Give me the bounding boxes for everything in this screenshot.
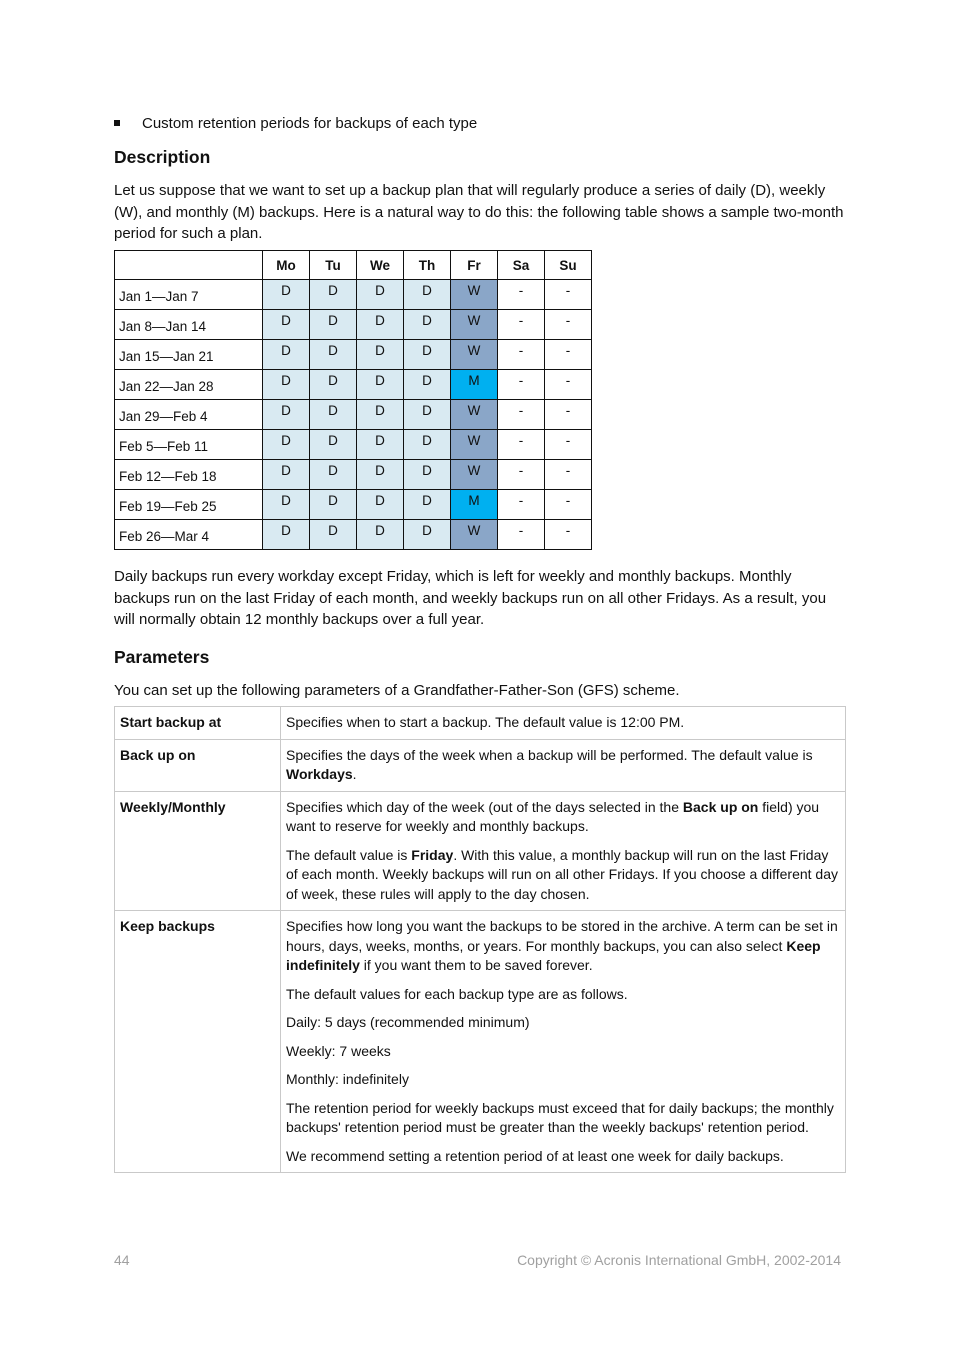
- parameter-paragraph: [286, 1099, 840, 1138]
- parameter-text: We recommend setting a retention period of at least one week for daily backups.: [286, 1147, 784, 1164]
- schedule-row: [115, 460, 592, 490]
- parameters-table: [114, 706, 846, 1173]
- description-heading: Description: [114, 147, 211, 167]
- schedule-header-we: We: [357, 251, 404, 280]
- schedule-week-label: Jan 22—Jan 28: [115, 370, 263, 400]
- schedule-cell: W: [451, 340, 498, 370]
- schedule-cell: D: [357, 490, 404, 520]
- schedule-cell: W: [451, 280, 498, 310]
- schedule-week-label: Jan 15—Jan 21: [115, 340, 263, 370]
- schedule-cell: W: [451, 460, 498, 490]
- schedule-cell: D: [310, 430, 357, 460]
- schedule-cell: -: [498, 400, 545, 430]
- parameter-paragraph: [286, 1042, 840, 1062]
- bullet-square-icon: [114, 120, 120, 126]
- schedule-cell: -: [498, 370, 545, 400]
- schedule-cell: -: [545, 430, 592, 460]
- schedule-cell: D: [263, 460, 310, 490]
- schedule-body: [115, 280, 592, 550]
- schedule-cell: D: [263, 520, 310, 550]
- schedule-cell: -: [498, 490, 545, 520]
- parameter-paragraph: [286, 798, 840, 837]
- schedule-cell: D: [310, 490, 357, 520]
- parameter-text: The default values for each backup type are as follows.: [286, 985, 628, 1002]
- schedule-header-th: Th: [404, 251, 451, 280]
- schedule-cell: D: [404, 310, 451, 340]
- schedule-cell: D: [263, 370, 310, 400]
- schedule-cell: M: [451, 370, 498, 400]
- schedule-cell: -: [545, 460, 592, 490]
- schedule-cell: -: [498, 310, 545, 340]
- schedule-header-corner: [115, 251, 263, 280]
- schedule-cell: -: [545, 340, 592, 370]
- parameter-text: if you want them to be saved forever.: [359, 957, 593, 973]
- bullet-text: Custom retention periods for backups of each type: [142, 115, 478, 132]
- parameter-emphasis: Workdays: [286, 766, 353, 782]
- schedule-row: [115, 340, 592, 370]
- schedule-cell: D: [263, 490, 310, 520]
- schedule-cell: -: [545, 310, 592, 340]
- parameter-text: . With this value, a monthly backup will run on the last Friday of each month. Weekly backups will run on all other Fridays. If you choose a different day of week, these rules will apply to the day chosen.: [286, 846, 838, 902]
- schedule-table: [114, 250, 592, 550]
- schedule-row: [115, 430, 592, 460]
- schedule-header-sa: Sa: [498, 251, 545, 280]
- schedule-cell: D: [263, 430, 310, 460]
- schedule-cell: D: [357, 430, 404, 460]
- parameter-row: [115, 911, 846, 1173]
- schedule-cell: -: [545, 400, 592, 430]
- schedule-cell: D: [357, 340, 404, 370]
- schedule-cell: -: [498, 340, 545, 370]
- schedule-week-label: Jan 1—Jan 7: [115, 280, 263, 310]
- schedule-cell: W: [451, 400, 498, 430]
- parameter-paragraph: [286, 713, 840, 733]
- parameter-description: [281, 791, 846, 911]
- parameter-paragraph: [286, 1147, 840, 1167]
- schedule-cell: -: [545, 520, 592, 550]
- parameter-row: [115, 707, 846, 740]
- parameter-name: Start backup at: [115, 707, 281, 740]
- schedule-cell: W: [451, 430, 498, 460]
- parameter-paragraph: [286, 846, 840, 905]
- parameter-text: Specifies how long you want the backups to be stored in the archive. A term can be set in hours, days, weeks, months, or years. For monthly backups, you can also select: [286, 918, 838, 954]
- schedule-cell: -: [498, 280, 545, 310]
- schedule-cell: D: [357, 310, 404, 340]
- parameter-text: Specifies the days of the week when a backup will be performed. The default value is: [286, 746, 813, 763]
- parameter-text: The default value is: [286, 846, 412, 863]
- schedule-week-label: Jan 29—Feb 4: [115, 400, 263, 430]
- schedule-cell: D: [357, 520, 404, 550]
- schedule-cell: D: [310, 400, 357, 430]
- schedule-cell: D: [404, 490, 451, 520]
- schedule-row: [115, 520, 592, 550]
- schedule-header-tu: Tu: [310, 251, 357, 280]
- schedule-cell: D: [404, 430, 451, 460]
- schedule-row: [115, 310, 592, 340]
- schedule-cell: D: [310, 310, 357, 340]
- schedule-cell: D: [404, 400, 451, 430]
- schedule-cell: D: [263, 280, 310, 310]
- schedule-cell: -: [545, 370, 592, 400]
- schedule-header-fr: Fr: [451, 251, 498, 280]
- parameter-paragraph: [286, 917, 840, 976]
- description-after: Daily backups run every workday except Friday, which is left for weekly and monthly backups. Monthly backups run on the last Friday of each month, and weekly backups run on all other Fridays. As a result, you will normally obtain 12 monthly backups over a full year.: [114, 568, 827, 628]
- parameter-name: Weekly/Monthly: [115, 791, 281, 911]
- parameters-intro: You can set up the following parameters of a Grandfather-Father-Son (GFS) scheme.: [114, 682, 680, 699]
- parameter-row: [115, 791, 846, 911]
- schedule-week-label: Feb 26—Mar 4: [115, 520, 263, 550]
- schedule-cell: D: [310, 340, 357, 370]
- parameter-paragraph: [286, 746, 840, 785]
- schedule-header-su: Su: [545, 251, 592, 280]
- schedule-cell: D: [404, 280, 451, 310]
- copyright: Copyright © Acronis International GmbH, 2002-2014: [517, 1252, 841, 1268]
- parameter-text: Specifies which day of the week (out of the days selected in the: [286, 798, 683, 815]
- schedule-cell: D: [357, 370, 404, 400]
- parameter-emphasis: Friday: [411, 846, 454, 863]
- parameter-text: field) you want to reserve for weekly and monthly backups.: [286, 798, 820, 834]
- schedule-row: [115, 280, 592, 310]
- schedule-cell: W: [451, 520, 498, 550]
- parameter-name: Keep backups: [115, 911, 281, 1173]
- parameter-text: Daily: 5 days (recommended minimum): [286, 1014, 530, 1030]
- description-intro: Let us suppose that we want to set up a backup plan that will regularly produce a series of daily (D), weekly (W), and monthly (M) backups. Here is a natural way to do this: the following table shows a sample two-month period for such a plan.: [114, 182, 844, 242]
- schedule-cell: M: [451, 490, 498, 520]
- parameter-description: [281, 739, 846, 791]
- schedule-cell: -: [498, 460, 545, 490]
- schedule-header-row: [115, 251, 592, 280]
- schedule-cell: D: [404, 460, 451, 490]
- parameter-paragraph: [286, 1013, 840, 1033]
- parameter-text: The retention period for weekly backups must exceed that for daily backups; the monthly backups' retention period must be greater than the weekly backups' retention period.: [286, 1099, 834, 1135]
- schedule-cell: D: [404, 370, 451, 400]
- parameters-heading: Parameters: [114, 647, 210, 667]
- schedule-cell: -: [498, 430, 545, 460]
- parameters-body: [115, 707, 846, 1173]
- parameter-text: Specifies when to start a backup. The default value is 12:00 PM.: [286, 714, 685, 730]
- schedule-cell: D: [263, 340, 310, 370]
- parameter-text: Monthly: indefinitely: [286, 1071, 409, 1087]
- schedule-cell: D: [310, 370, 357, 400]
- bullet-item: [114, 115, 477, 132]
- schedule-cell: -: [545, 490, 592, 520]
- schedule-cell: D: [263, 310, 310, 340]
- schedule-header-mo: Mo: [263, 251, 310, 280]
- page-number: 44: [114, 1252, 130, 1268]
- schedule-cell: D: [310, 280, 357, 310]
- schedule-cell: -: [498, 520, 545, 550]
- schedule-cell: D: [310, 460, 357, 490]
- parameter-row: [115, 739, 846, 791]
- schedule-week-label: Feb 12—Feb 18: [115, 460, 263, 490]
- schedule-week-label: Jan 8—Jan 14: [115, 310, 263, 340]
- parameter-description: [281, 707, 846, 740]
- schedule-cell: D: [310, 520, 357, 550]
- parameter-text: .: [352, 766, 357, 782]
- schedule-cell: W: [451, 310, 498, 340]
- schedule-cell: D: [357, 400, 404, 430]
- schedule-cell: D: [404, 340, 451, 370]
- schedule-cell: D: [263, 400, 310, 430]
- parameter-text: Weekly: 7 weeks: [286, 1042, 391, 1059]
- schedule-cell: D: [357, 460, 404, 490]
- parameter-emphasis: Back up on: [682, 798, 759, 815]
- schedule-row: [115, 370, 592, 400]
- schedule-week-label: Feb 19—Feb 25: [115, 490, 263, 520]
- parameter-description: [281, 911, 846, 1173]
- parameter-name: Back up on: [115, 739, 281, 791]
- schedule-week-label: Feb 5—Feb 11: [115, 430, 263, 460]
- parameter-paragraph: [286, 985, 840, 1005]
- schedule-cell: D: [357, 280, 404, 310]
- parameter-emphasis: Keep indefinitely: [286, 937, 821, 973]
- schedule-cell: D: [404, 520, 451, 550]
- schedule-row: [115, 400, 592, 430]
- schedule-cell: -: [545, 280, 592, 310]
- schedule-row: [115, 490, 592, 520]
- parameter-paragraph: [286, 1070, 840, 1090]
